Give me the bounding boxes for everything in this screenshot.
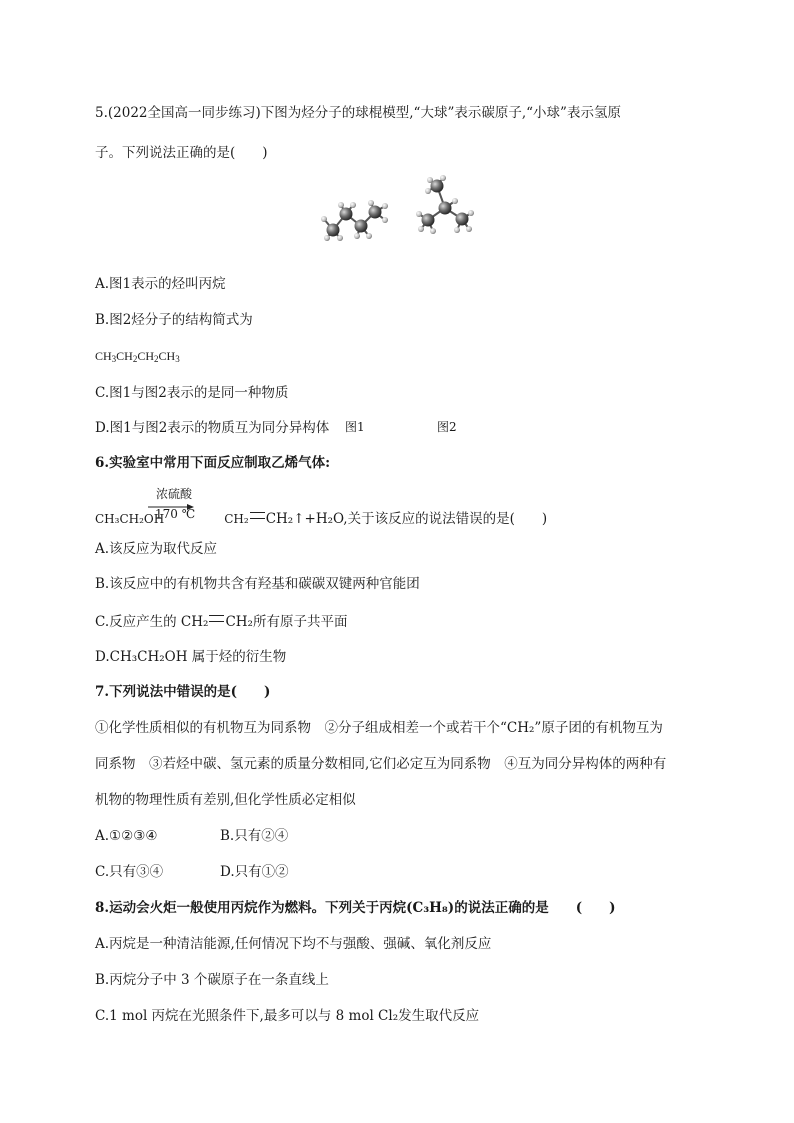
reaction-condition-temp: 170 ℃ xyxy=(155,507,196,521)
q5-option-d: D.图1与图2表示的物质互为同分异构体 xyxy=(95,420,330,436)
ball-stick-figures xyxy=(315,174,485,434)
q6-option-c: C.反应产生的 CH₂ CH₂所有原子共平面 xyxy=(95,614,348,630)
q7-statement-line3: 机物的物理性质有差别,但化学性质必定相似 xyxy=(95,792,356,808)
product-left: CH₂ xyxy=(224,512,249,526)
q5-option-a: A.图1表示的烃叫丙烷 xyxy=(95,276,226,292)
q7-option-d: D.只有①② xyxy=(220,864,289,880)
q6-option-b: B.该反应中的有机物共含有羟基和碳碳双键两种官能团 xyxy=(95,576,420,592)
q8-option-a: A.丙烷是一种清洁能源,任何情况下均不与强酸、强碱、氧化剂反应 xyxy=(95,936,492,952)
q6-reaction-equation xyxy=(95,510,547,528)
q7-statement-line1: ①化学性质相似的有机物互为同系物 ②分子组成相差一个或若干个“CH₂”原子团的有机物互为 xyxy=(95,720,663,736)
q8-stem: 8.运动会火炬一般使用丙烷作为燃料。下列关于丙烷(C₃H₈)的说法正确的是 ( ) xyxy=(95,900,616,916)
q6-option-d: D.CH₃CH₂OH 属于烃的衍生物 xyxy=(95,649,287,665)
q7-statement-line2: 同系物 ③若烃中碳、氢元素的质量分数相同,它们必定互为同系物 ④互为同分异构体的两种有 xyxy=(95,756,667,772)
q6-option-a: A.该反应为取代反应 xyxy=(95,541,218,557)
figure-1-caption: 图1 xyxy=(345,420,365,434)
q5-stem-line1: 5.(2022全国高一同步练习)下图为烃分子的球棍模型,“大球”表示碳原子,“小球”表示氢原 xyxy=(95,105,621,121)
figure-2-caption: 图2 xyxy=(437,420,457,434)
q7-option-b: B.只有②④ xyxy=(220,828,289,844)
q7-option-a: A.①②③④ xyxy=(95,828,158,844)
q7-stem: 7.下列说法中错误的是( ) xyxy=(95,684,271,700)
q6-stem: 6.实验室中常用下面反应制取乙烯气体: xyxy=(95,455,331,471)
reaction-condition-catalyst: 浓硫酸 xyxy=(156,487,193,501)
q5-option-b-formula: $CH_3CH_2CH_2CH_3$ xyxy=(95,349,180,364)
ball-stick-model-image xyxy=(315,174,485,244)
q8-option-c: C.1 mol 丙烷在光照条件下,最多可以与 8 mol Cl₂发生取代反应 xyxy=(95,1008,480,1024)
q5-stem-line2: 子。下列说法正确的是( ) xyxy=(95,145,268,161)
double-bond-icon xyxy=(209,615,224,622)
product-right: CH₂↑+H₂O,关于该反应的说法错误的是( ) xyxy=(265,511,548,527)
q7-option-c: C.只有③④ xyxy=(95,864,164,880)
double-bond-icon xyxy=(250,512,265,519)
reactant: CH₃CH₂OH xyxy=(95,512,165,526)
q5-option-b: B.图2烃分子的结构简式为 xyxy=(95,312,253,328)
q8-option-b: B.丙烷分子中 3 个碳原子在一条直线上 xyxy=(95,972,329,988)
q5-option-c: C.图1与图2表示的是同一种物质 xyxy=(95,385,289,401)
